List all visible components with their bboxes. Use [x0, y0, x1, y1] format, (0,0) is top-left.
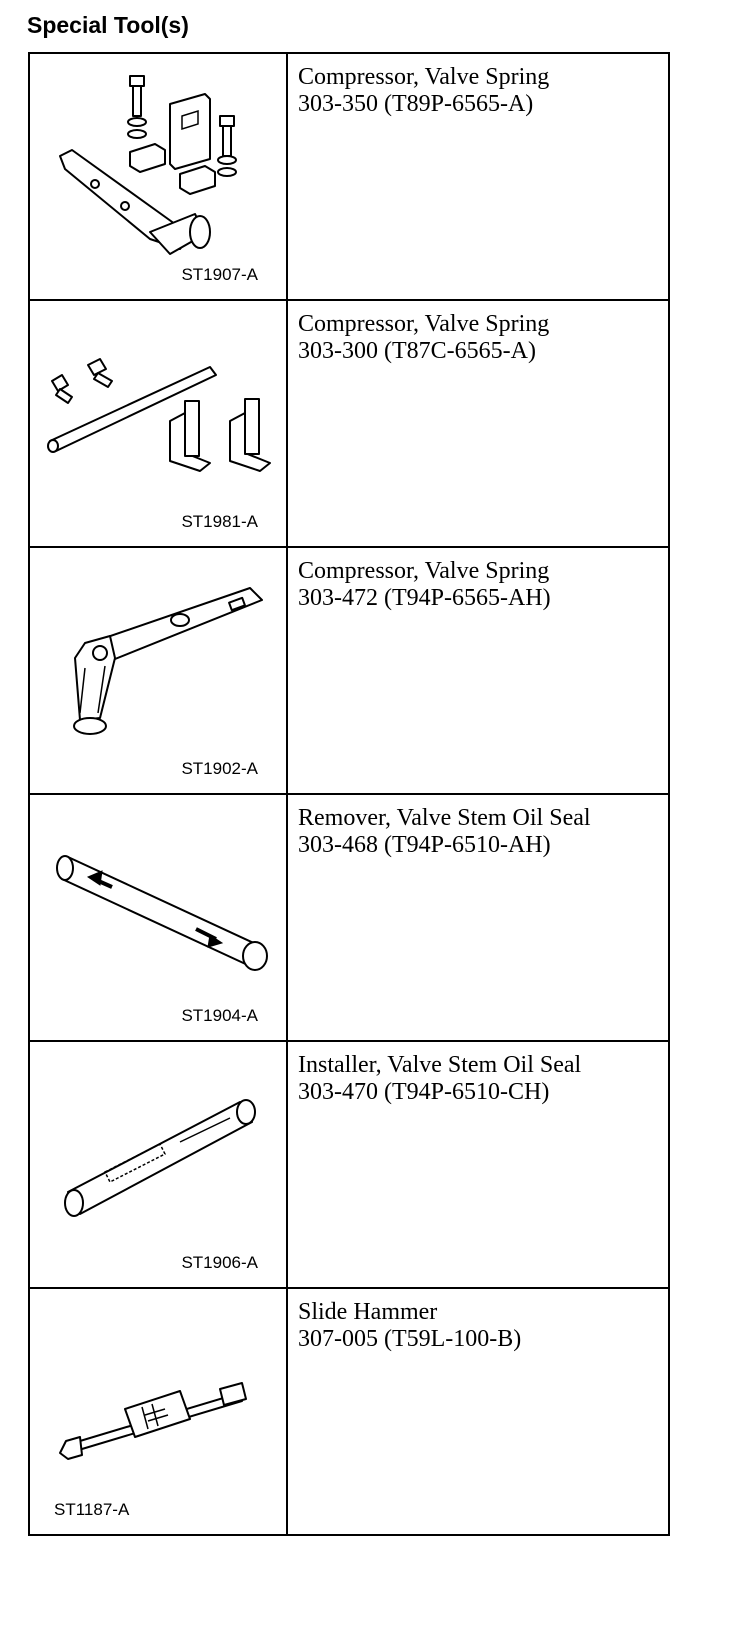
tool-name: Compressor, Valve Spring	[298, 64, 550, 90]
table-row	[29, 794, 669, 1041]
tool-number: 303-470 (T94P-6510-CH)	[298, 1079, 550, 1105]
illustration-code: ST1904-A	[181, 1006, 258, 1025]
page-title: Special Tool(s)	[27, 12, 189, 38]
tool-description-cell	[287, 53, 669, 300]
tool-illustration-cell	[29, 53, 287, 300]
tool-number: 303-468 (T94P-6510-AH)	[298, 832, 551, 858]
tool-description-cell	[287, 1288, 669, 1535]
slide-hammer-icon	[30, 1289, 286, 1534]
table-row	[29, 1041, 669, 1288]
tool-name: Installer, Valve Stem Oil Seal	[298, 1052, 582, 1078]
table-row	[29, 547, 669, 794]
tool-description-cell	[287, 300, 669, 547]
seal-remover-tube-icon	[30, 795, 286, 1040]
tool-description-cell	[287, 547, 669, 794]
tool-illustration-cell	[29, 1041, 287, 1288]
valve-spring-compressor-bar-icon	[30, 301, 286, 546]
illustration-code: ST1187-A	[54, 1500, 130, 1519]
tool-number: 303-472 (T94P-6565-AH)	[298, 585, 551, 611]
tool-name: Slide Hammer	[298, 1299, 438, 1325]
seal-installer-tube-icon	[30, 1042, 286, 1287]
tool-illustration-cell	[29, 300, 287, 547]
tool-name: Remover, Valve Stem Oil Seal	[298, 805, 591, 831]
tool-illustration-cell	[29, 794, 287, 1041]
tool-number: 307-005 (T59L-100-B)	[298, 1326, 522, 1352]
tool-name: Compressor, Valve Spring	[298, 558, 550, 584]
tool-number: 303-350 (T89P-6565-A)	[298, 91, 534, 117]
tool-description-cell	[287, 794, 669, 1041]
tool-name: Compressor, Valve Spring	[298, 311, 550, 337]
tool-number: 303-300 (T87C-6565-A)	[298, 338, 536, 364]
illustration-code: ST1907-A	[181, 265, 258, 284]
table-row	[29, 53, 669, 300]
tool-illustration-cell	[29, 1288, 287, 1535]
illustration-code: ST1902-A	[181, 759, 258, 778]
table-row	[29, 1288, 669, 1535]
special-tools-table	[28, 52, 670, 1536]
tool-description-cell	[287, 1041, 669, 1288]
valve-spring-compressor-lever-icon	[30, 548, 286, 793]
illustration-code: ST1981-A	[181, 512, 258, 531]
valve-spring-compressor-kit-icon	[30, 54, 286, 299]
tool-illustration-cell	[29, 547, 287, 794]
table-row	[29, 300, 669, 547]
illustration-code: ST1906-A	[181, 1253, 258, 1272]
